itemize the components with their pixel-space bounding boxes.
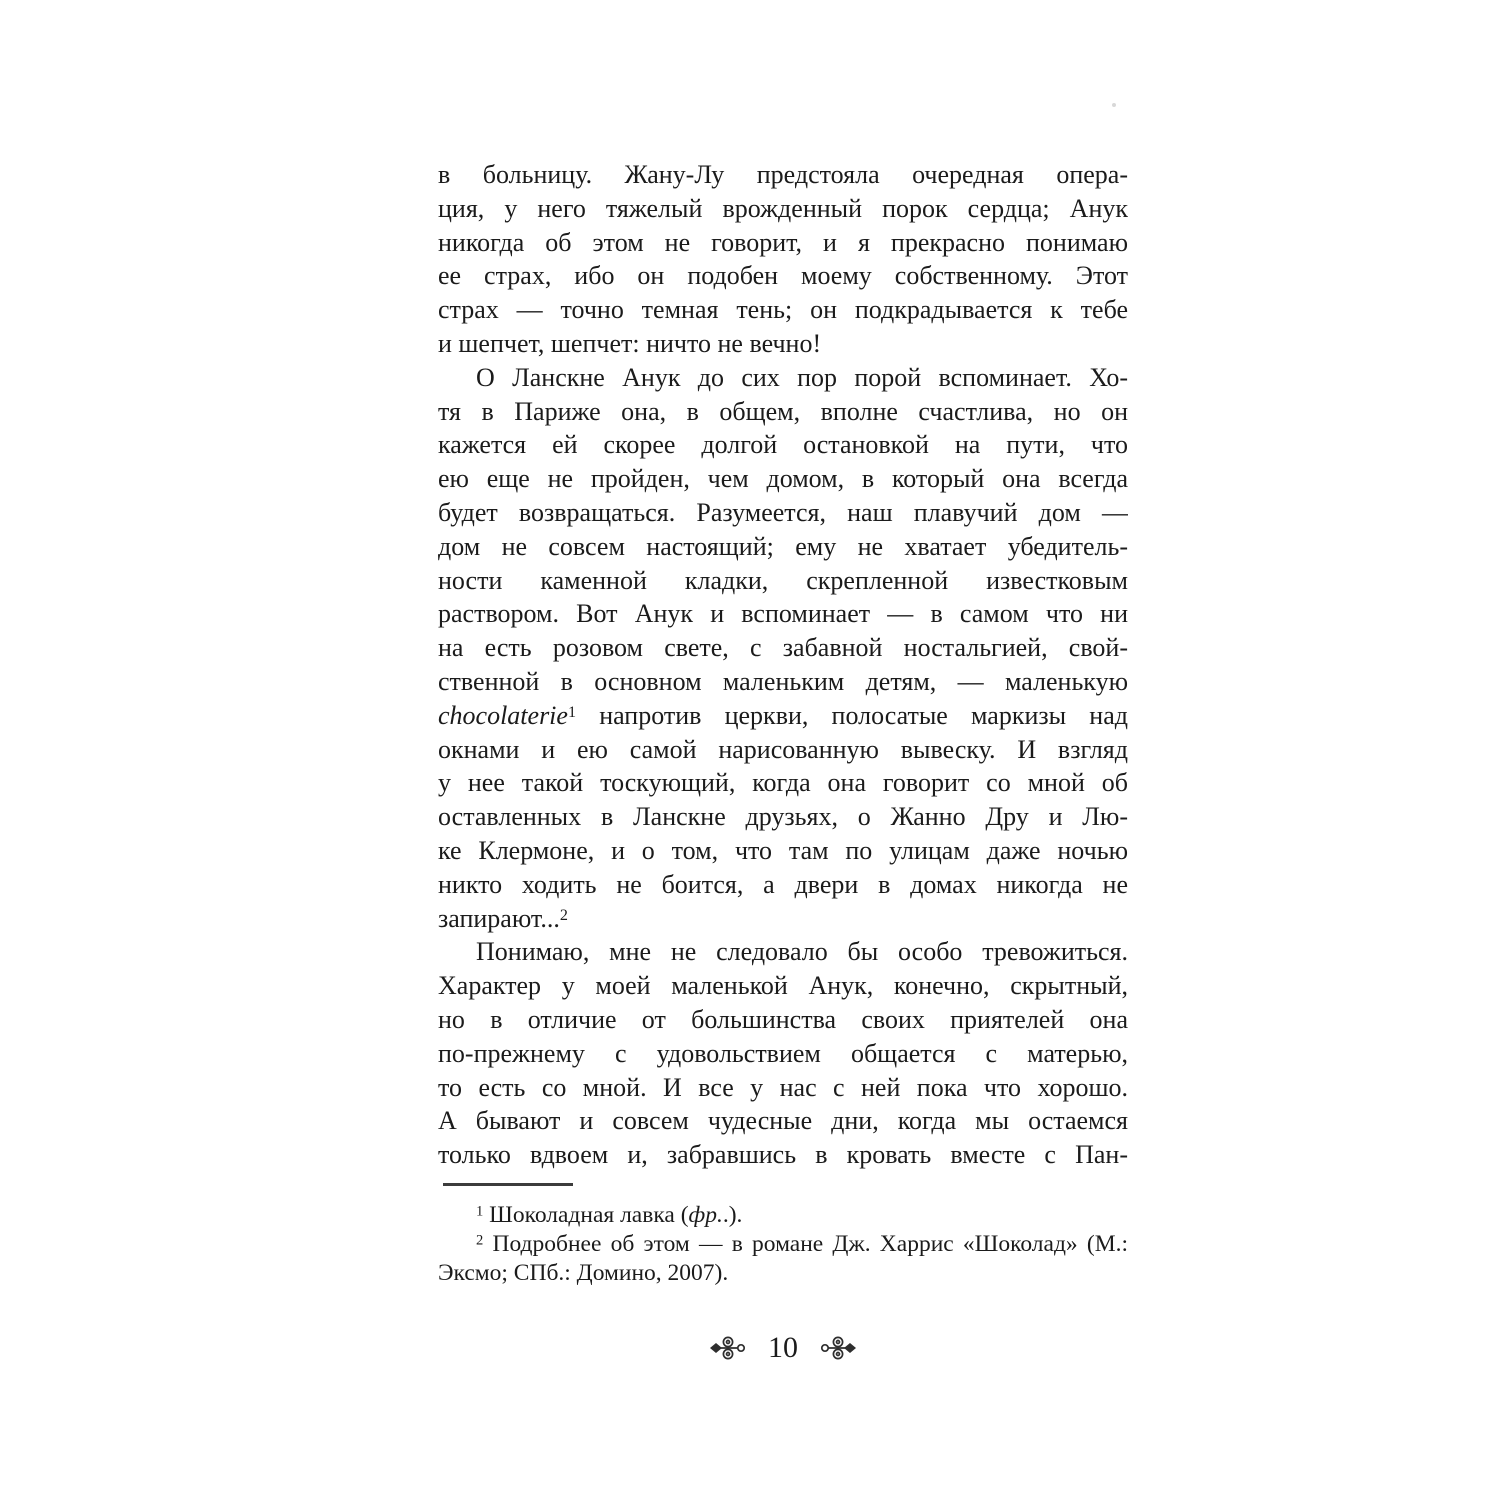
- footnote-line: [438, 1230, 1128, 1259]
- footnote-line: [438, 1259, 1128, 1288]
- footnote-marker: 2: [559, 906, 568, 924]
- body-text-line: [438, 462, 1128, 496]
- body-text-line: [438, 1037, 1128, 1071]
- body-text-line: [438, 530, 1128, 564]
- body-text-line: [438, 800, 1128, 834]
- text-segment: Эксмо; СПб.: Домино, 2007).: [438, 1260, 729, 1286]
- text-segment: напротив церкви, полосатые маркизы над: [576, 700, 1128, 730]
- fleuron-ornament-right-icon: [820, 1334, 857, 1362]
- text-segment: тя в Париже она, в общем, вполне счастлива, но он: [438, 396, 1128, 426]
- text-segment: то есть со мной. И все у нас с ней пока что хорошо.: [438, 1072, 1128, 1102]
- body-text-line: [438, 496, 1128, 530]
- text-segment: по-прежнему с удовольствием общается с матерью,: [438, 1038, 1128, 1068]
- body-text-line: [438, 293, 1128, 327]
- footnote-line: [438, 1201, 1128, 1230]
- body-text-line: [438, 395, 1128, 429]
- text-segment: оставленных в Ланскне друзьях, о Жанно Дру и Лю-: [438, 802, 1128, 832]
- body-text-line: [438, 834, 1128, 868]
- body-text-line: [438, 902, 1128, 936]
- text-segment: никогда об этом не говорит, и я прекрасно понимаю: [438, 227, 1128, 257]
- body-text-line: [438, 1003, 1128, 1037]
- text-segment: но в отличие от большинства своих приятелей она: [438, 1004, 1128, 1034]
- text-segment: будет возвращаться. Разумеется, наш плавучий дом —: [438, 497, 1128, 527]
- text-segment: фр.: [688, 1202, 723, 1228]
- text-segment: ственной в основном маленьким детям, — маленькую: [438, 666, 1128, 696]
- footnote-marker: 2: [476, 1232, 484, 1249]
- body-text-line: [438, 428, 1128, 462]
- footnotes: [438, 1201, 1128, 1288]
- text-segment: А бывают и совсем чудесные дни, когда мы остаемся: [438, 1106, 1128, 1136]
- text-segment: ности каменной кладки, скрепленной известковым: [438, 565, 1128, 595]
- body-text-line: [438, 259, 1128, 293]
- footnote-marker: 1: [567, 703, 577, 721]
- text-segment: у нее такой тоскующий, когда она говорит со мной об: [438, 768, 1128, 798]
- text-segment: только вдвоем и, забравшись в кровать вместе с Пан-: [438, 1140, 1128, 1170]
- text-segment: Понимаю, мне не следовало бы особо тревожиться.: [476, 937, 1128, 967]
- text-segment: chocolaterie: [438, 700, 568, 730]
- text-segment: Шоколадная лавка (: [483, 1202, 689, 1228]
- body-text-line: [438, 935, 1128, 969]
- text-segment: окнами и ею самой нарисованную вывеску. И взгляд: [438, 734, 1128, 764]
- fleuron-ornament-left-icon: [709, 1334, 746, 1362]
- scan-artifact-dot: [1112, 103, 1116, 107]
- body-text-line: [438, 361, 1128, 395]
- body-text-line: [438, 1138, 1128, 1172]
- text-segment: Характер у моей маленькой Анук, конечно, скрытный,: [438, 971, 1128, 1001]
- body-text-line: [438, 969, 1128, 1003]
- text-segment: ция, у него тяжелый врожденный порок сердца; Анук: [438, 193, 1128, 223]
- text-segment: О Ланскне Анук до сих пор порой вспоминает. Хо-: [476, 362, 1128, 392]
- text-segment: .).: [722, 1202, 743, 1228]
- text-segment: в больницу. Жану-Лу предстояла очередная опера-: [438, 160, 1128, 189]
- text-segment: дом не совсем настоящий; ему не хватает убедитель-: [438, 531, 1128, 561]
- text-segment: запирают...: [438, 903, 560, 933]
- text-segment: кажется ей скорее долгой остановкой на пути, что: [438, 430, 1128, 460]
- text-segment: раствором. Вот Анук и вспоминает — в самом что ни: [438, 599, 1128, 629]
- text-segment: на есть розовом свете, с забавной ностальгией, свой-: [438, 633, 1128, 663]
- body-text-line: [438, 868, 1128, 902]
- text-segment: ке Клермоне, и о том, что там по улицам даже ночью: [438, 835, 1128, 865]
- body-text-line: [438, 631, 1128, 665]
- footnote-marker: 1: [476, 1203, 484, 1220]
- body-text-line: [438, 597, 1128, 631]
- text-segment: никто ходить не боится, а двери в домах никогда не: [438, 869, 1128, 899]
- body-text-line: [438, 158, 1128, 192]
- body-text-line: [438, 699, 1128, 733]
- body-text-line: [438, 766, 1128, 800]
- body-text-line: [438, 665, 1128, 699]
- page-footer: [438, 1333, 1128, 1363]
- text-segment: ее страх, ибо он подобен моему собственному. Этот: [438, 261, 1128, 291]
- text-segment: страх — точно темная тень; он подкрадывается к тебе: [438, 295, 1128, 325]
- body-text-line: [438, 1104, 1128, 1138]
- footnote-separator-rule: [443, 1183, 573, 1186]
- body-text-line: [438, 564, 1128, 598]
- body-text-line: [438, 1071, 1128, 1105]
- body-text-line: [438, 327, 1128, 361]
- text-segment: и шепчет, шепчет: ничто не вечно!: [438, 328, 822, 358]
- body-text-line: [438, 192, 1128, 226]
- text-segment: ею еще не пройден, чем домом, в который она всегда: [438, 464, 1128, 494]
- body-text-line: [438, 733, 1128, 767]
- body-text-line: [438, 226, 1128, 260]
- body-text: [438, 158, 1128, 1172]
- text-segment: Подробнее об этом — в романе Дж. Харрис «Шоколад» (М.:: [483, 1231, 1128, 1257]
- page-number: 10: [768, 1331, 798, 1364]
